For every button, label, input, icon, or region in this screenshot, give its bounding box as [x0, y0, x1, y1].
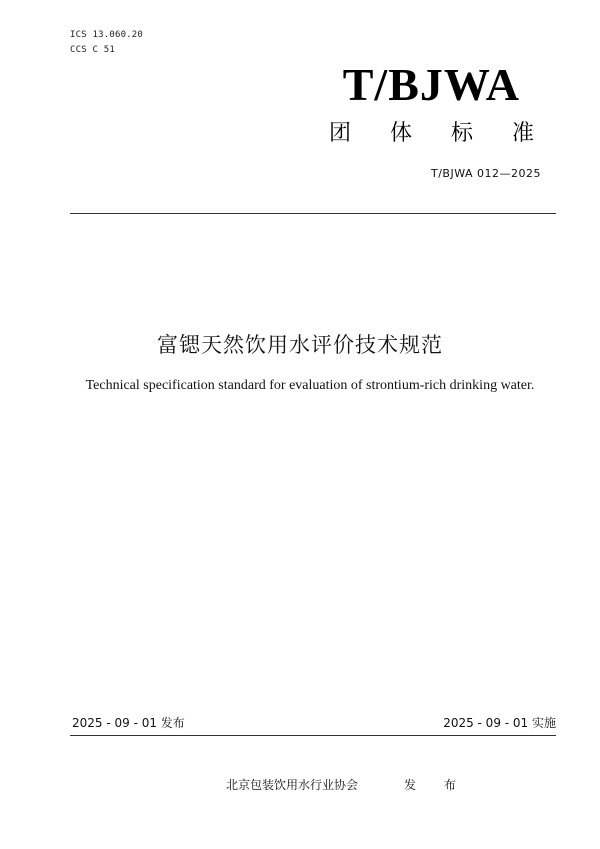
document-title-chinese: 富锶天然饮用水评价技术规范	[157, 333, 443, 357]
bottom-divider	[70, 735, 556, 736]
top-divider	[70, 213, 556, 214]
standard-type: 团 体 标 准	[329, 121, 550, 146]
implementation-date: 2025 - 09 - 01 实施	[443, 716, 556, 730]
issue-date: 2025 - 09 - 01 发布	[72, 716, 185, 730]
standard-number: T/BJWA 012—2025	[430, 167, 541, 180]
publisher-name: 北京包装饮用水行业协会	[226, 778, 359, 792]
ics-code: ICS 13.060.20	[70, 30, 144, 40]
ccs-code: CCS C 51	[70, 45, 115, 55]
standard-logo: T/BJWA	[342, 59, 520, 110]
document-title-english: Technical specification standard for evaluation of strontium-rich drinking water.	[85, 378, 535, 393]
publish-label: 发 布	[404, 778, 468, 792]
